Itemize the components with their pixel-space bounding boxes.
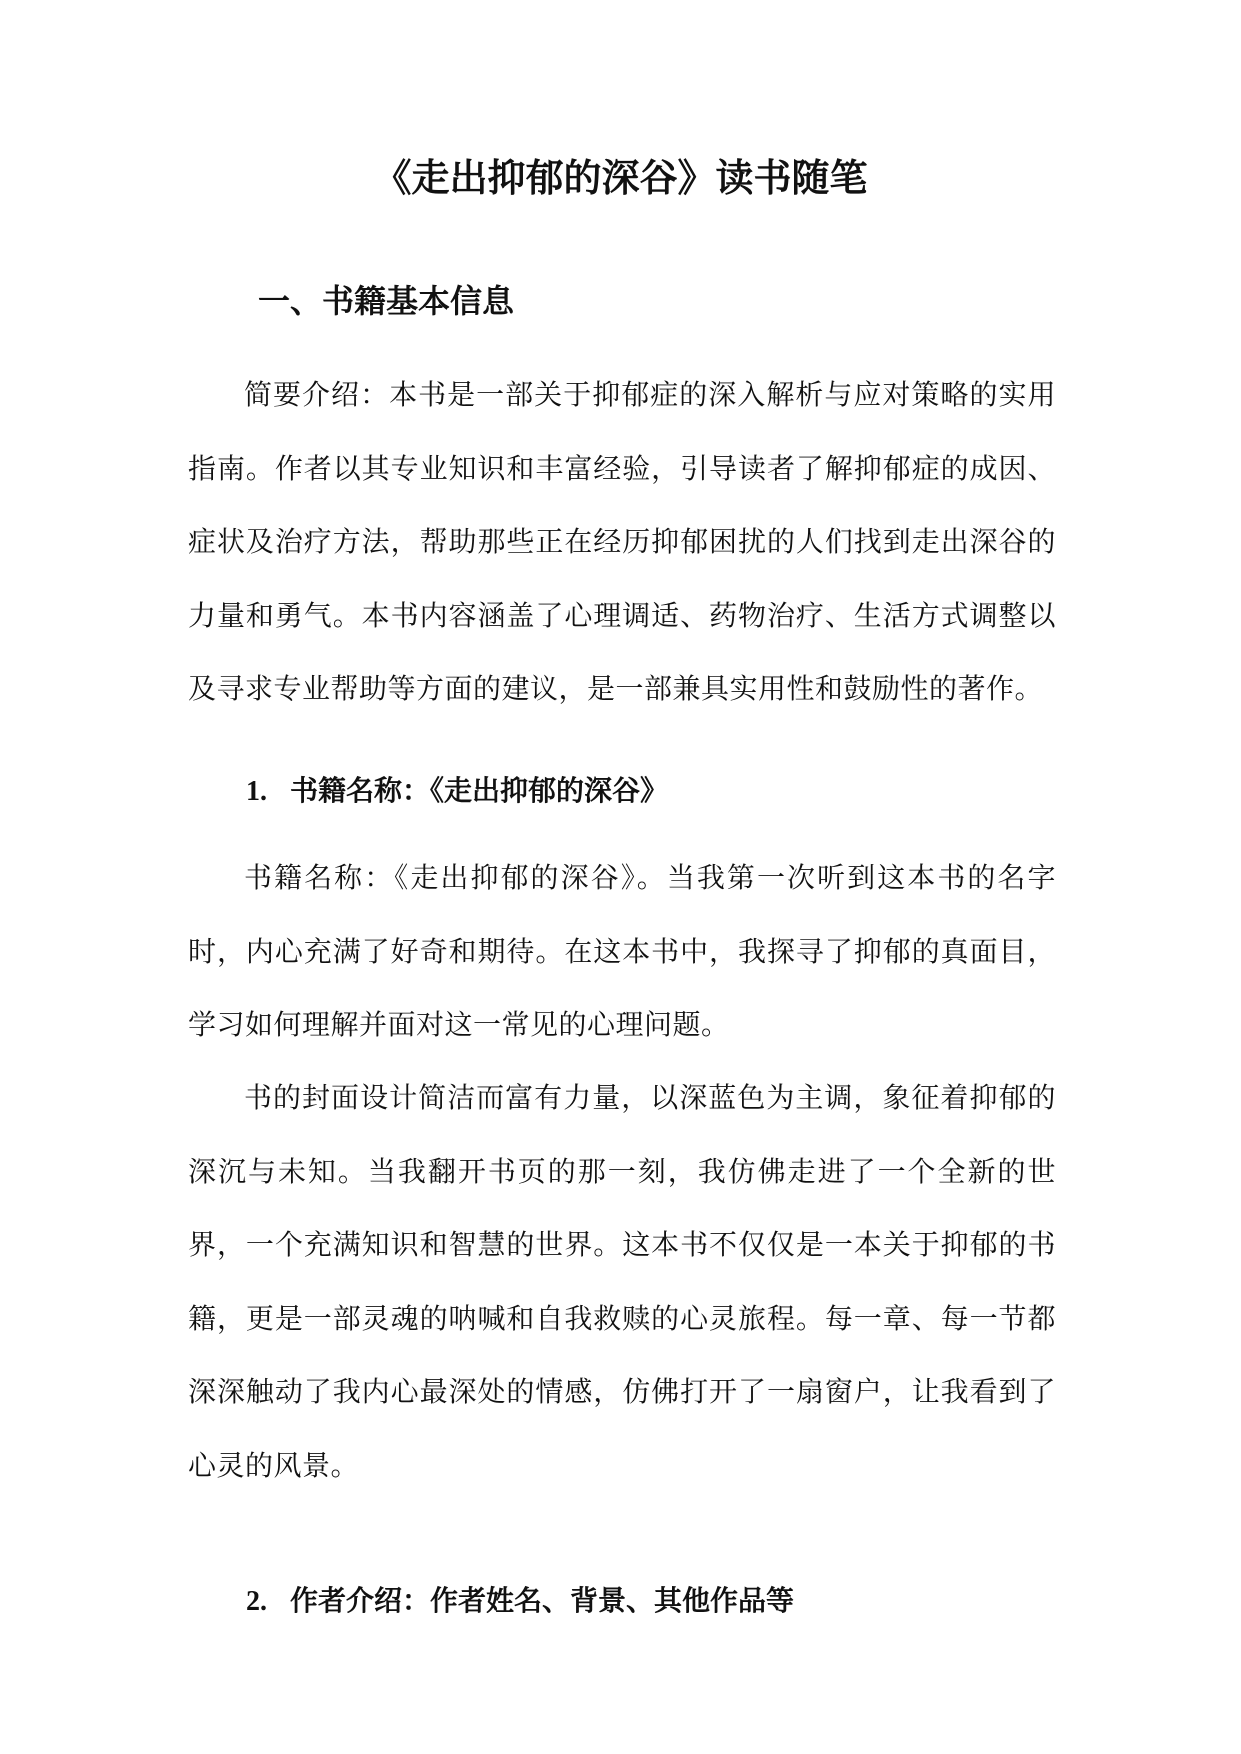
subheading-author	[246, 1577, 794, 1626]
intro-paragraph: 简要介绍：本书是一部关于抑郁症的深入解析与应对策略的实用指南。作者以其专业知识和丰富经验，引导读者了解抑郁症的成因、症状及治疗方法，帮助那些正在经历抑郁困扰的人们找到走出深谷的力量和勇气。本书内容涵盖了心理调适、药物治疗、生活方式调整以及寻求专业帮助等方面的建议，是一部兼具实用性和鼓励性的著作。	[188, 378, 1056, 705]
book-title-paragraph: 书籍名称：《走出抑郁的深谷》。当我第一次听到这本书的名字时，内心充满了好奇和期待。在这本书中，我探寻了抑郁的真面目，学习如何理解并面对这一常见的心理问题。	[188, 861, 1056, 1041]
section-heading: 一、书籍基本信息	[258, 282, 515, 320]
cover-description-paragraph: 书的封面设计简洁而富有力量，以深蓝色为主调，象征着抑郁的深沉与未知。当我翻开书页的那一刻，我仿佛走进了一个全新的世界，一个充满知识和智慧的世界。这本书不仅仅是一本关于抑郁的书籍，更是一部灵魂的呐喊和自我救赎的心灵旅程。每一章、每一节都深深触动了我内心最深处的情感，仿佛打开了一扇窗户，让我看到了心灵的风景。	[188, 1081, 1056, 1482]
subheading-number: 1.	[246, 776, 267, 807]
subheading-book-title	[246, 767, 668, 816]
subheading-text: 作者介绍：作者姓名、背景、其他作品等	[290, 1584, 795, 1617]
page-title: 《走出抑郁的深谷》读书随笔	[373, 155, 868, 200]
subheading-text: 书籍名称：《走出抑郁的深谷》	[290, 774, 669, 807]
subheading-number: 2.	[246, 1586, 267, 1617]
